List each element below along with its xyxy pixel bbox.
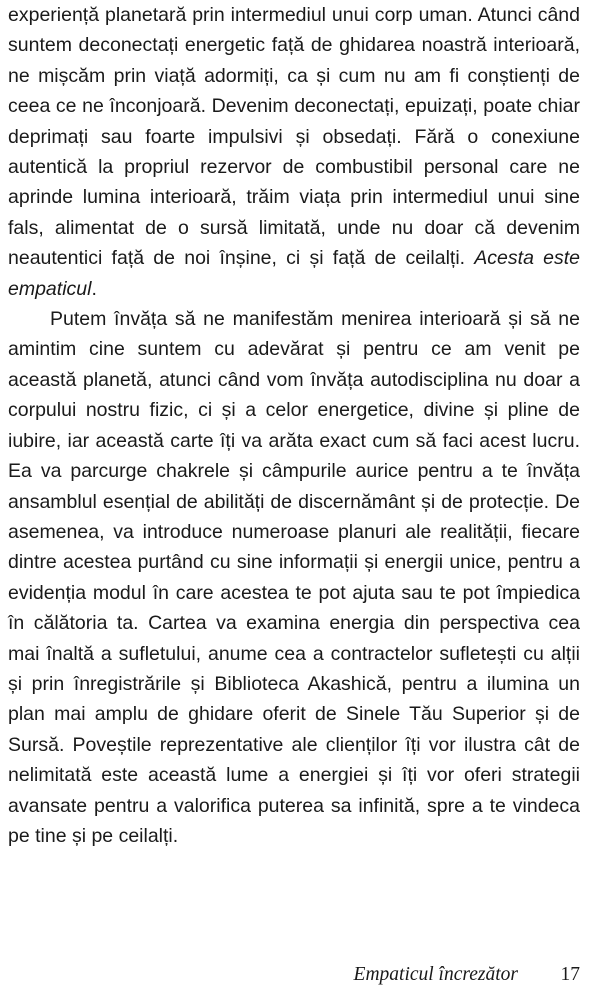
paragraph-1-trailing: . bbox=[91, 277, 97, 300]
paragraph-1-emphasis: Acesta este empaticul bbox=[8, 247, 580, 300]
paragraph-2-text: Putem învăța să ne manifestăm menirea interioară și să ne amintim cine suntem cu adevărat și pentru ce am venit pe această planetă, atunci când vom învăța autodisciplina nu doar a corpului nostru fizic, ci și a celor energetice, divine și pline de iubire, iar această carte îți va arăta exact cum să faci acest lucru. Ea va parcurge chakrele și câmpurile aurice pentru a te învăța ansamblul esențial de abilități de discernământ și de protecție. De asemenea, va introduce numeroase planuri ale realității, fiecare dintre acestea purtând cu sine informații și energii unice, pentru a evidenția modul în care acestea te pot ajuta sau te pot împiedica în călătoria ta. Cartea va examina energia din perspectiva cea mai înaltă a sufletului, anume cea a contractelor sufletești cu alții și prin înregistrările și Biblioteca Akashică, pentru a ilumina un plan mai amplu de ghidare oferit de Sinele Tău Superior și de Sursă. Poveștile reprezentative ale clienților îți vor ilustra cât de nelimitată este această lume a energiei și îți vor oferi strategii avansate pentru a valorifica puterea sa infinită, spre a te vindeca pe tine și pe ceilalți. bbox=[8, 308, 580, 847]
paragraph-1-text: experiență planetară prin intermediul unui corp uman. Atunci când suntem deconectați energetic față de ghidarea noastră interioară, ne mișcăm prin viață adormiți, ca și cum nu am fi conștienți de ceea ce ne înconjoară. Devenim deconectați, epuizați, poate chiar deprimați sau foarte impulsivi și obsedați. Fără o conexiune autentică la propriul rezervor de combustibil personal care ne aprinde lumina interioară, trăim viața prin intermediul unui sine fals, alimentat de o sursă limitată, unde nu doar că devenim neautentici față de noi înșine, ci și față de ceilalți. bbox=[8, 4, 580, 270]
page-number: 17 bbox=[560, 964, 580, 985]
paragraph-2 bbox=[8, 304, 580, 851]
paragraph-1 bbox=[8, 0, 580, 304]
book-page bbox=[8, 0, 580, 1000]
running-title: Empaticul încrezător bbox=[353, 964, 518, 985]
page-footer bbox=[8, 964, 580, 994]
body-text bbox=[8, 0, 580, 851]
